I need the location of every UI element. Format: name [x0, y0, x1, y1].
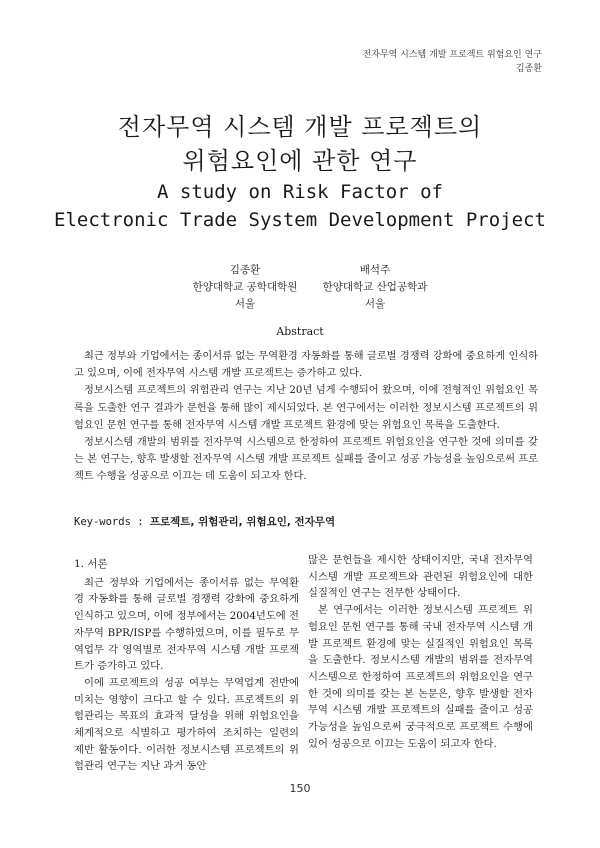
body-column-left	[74, 556, 299, 775]
author-location: 서울	[234, 298, 256, 310]
running-head	[363, 48, 543, 76]
section-heading: 1. 서론	[74, 558, 108, 570]
abstract-heading: Abstract	[276, 325, 324, 338]
keywords	[74, 514, 538, 529]
author-2	[300, 262, 450, 313]
running-head-author: 김종환	[515, 64, 542, 74]
keywords-terms: 프로젝트, 위험관리, 위험요인, 전자무역	[149, 516, 336, 528]
english-title-line-1: A study on Risk Factor of	[157, 181, 443, 203]
author-name: 김종환	[229, 264, 261, 276]
author-location: 서울	[364, 298, 386, 310]
running-head-title: 전자무역 시스템 개발 프로젝트 위험요인 연구	[362, 50, 542, 60]
body-paragraph: 이에 프로젝트의 성공 여부는 무역업계 전반에 미치는 영향이 크다고 할 수 있다. 프로젝트의 위험관리는 목표의 효과적 달성을 위해 위험요인을 체계적으로 식별하고 평가하여 조치하는 일련의 제반 활동이다. 이러한 정보시스템 프로젝트의 위험관리 연구는 지난 과거 동안	[74, 676, 299, 773]
abstract-body	[74, 348, 538, 486]
english-title-line-2: Electronic Trade System Development Project	[54, 209, 546, 231]
author-affiliation: 한양대학교 산업공학과	[322, 281, 428, 293]
author-name: 배석주	[359, 264, 391, 276]
body-paragraph: 많은 문헌들을 제시한 상태이지만, 국내 전자무역 시스템 개발 프로젝트와 관련된 위험요인에 대한 실질적인 연구는 전무한 상태이다.	[308, 554, 533, 600]
korean-title-line-2: 위험요인에 관한 연구	[182, 147, 418, 175]
keywords-label: Key-words :	[74, 516, 144, 528]
body-paragraph: 최근 정부와 기업에서는 종이서류 없는 무역환경 자동화를 통해 글로벌 경쟁력 강화에 중요하게 인식하고 있으며, 이에 정부에서는 2004년도에 전자무역 BPR/ISP를 수행하였으며, 이를 필두로 무역업무 각 영역별로 전자무역 시스템 개발 프로젝트가 증가하고 있다.	[74, 576, 299, 673]
author-affiliation: 한양대학교 공학대학원	[192, 281, 298, 293]
korean-title-line-1: 전자무역 시스템 개발 프로젝트의	[117, 113, 483, 141]
body-paragraph: 본 연구에서는 이러한 정보시스템 프로젝트 위험요인 문헌 연구를 통해 국내 전자무역 시스템 개발 프로젝트 환경에 맞는 실질적인 위험요인 목록을 도출한다. 정보시스템 개발의 범위를 전자무역 시스템으로 한정하여 프로젝트의 위험요인을 연구한 것에 의미를 갖는 본 논문은, 향후 발생할 전자무역 시스템 개발 프로젝트의 실패를 줄이고 성공 가능성을 높임으로써 궁극적으로 프로젝트 수행에 있어 성공으로 이끄는 도움이 되고자 한다.	[308, 604, 533, 750]
abstract-paragraph: 최근 정부와 기업에서는 종이서류 없는 무역환경 자동화를 통해 글로벌 경쟁력 강화에 중요하게 인식하고 있으며, 이에 전자무역 시스템 개발 프로젝트는 증가하고 있다.	[74, 351, 538, 380]
english-title	[0, 178, 600, 234]
body-column-right	[308, 552, 533, 752]
page-number: 150	[289, 782, 311, 795]
korean-title	[0, 110, 600, 178]
abstract-paragraph: 정보시스템 프로젝트의 위험관리 연구는 지난 20년 넘게 수행되어 왔으며, 이에 전형적인 위험요인 목록을 도출한 연구 결과가 문헌을 통해 많이 제시되었다. 본 연구에서는 이러한 정보시스템 프로젝트의 위험요인 문헌 연구를 통해 전자무역 시스템 개발 프로젝트 환경에 맞는 위험요인 목록을 도출한다.	[74, 385, 538, 431]
abstract-paragraph: 정보시스템 개발의 범위를 전자무역 시스템으로 한정하여 프로젝트 위험요인을 연구한 것에 의미를 갖는 본 연구는, 향후 발생할 전자무역 시스템 개발 프로젝트 실패를 줄이고 성공 가능성을 높임으로써 프로젝트 수행을 성공으로 이끄는 데 도움이 되고자 한다.	[74, 437, 538, 483]
